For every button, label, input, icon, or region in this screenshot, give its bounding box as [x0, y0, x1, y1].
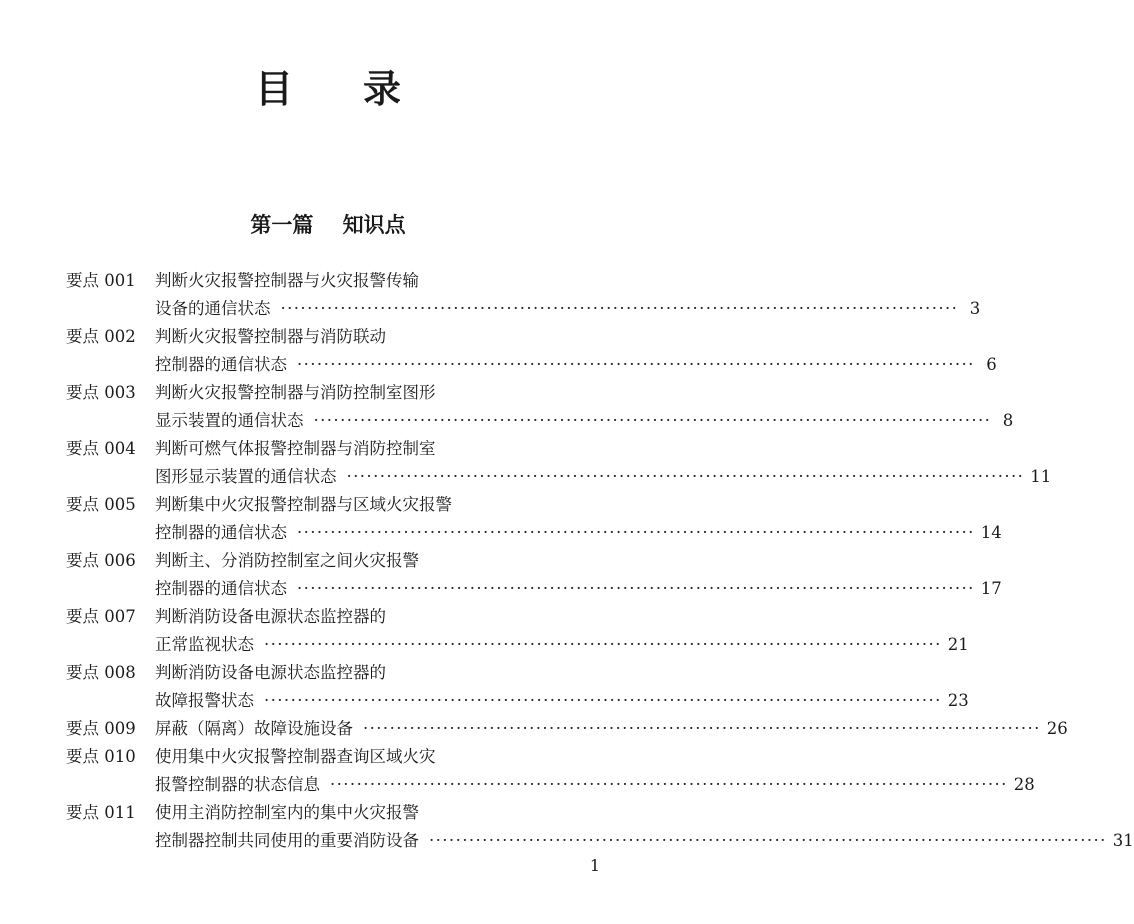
toc-entry-title-line1: 判断火灾报警控制器与火灾报警传输 [155, 271, 419, 290]
leader-dots [337, 463, 1031, 491]
toc-entry-number: 要点 007 [66, 607, 136, 626]
toc-entry-page: 31 [1112, 831, 1134, 850]
toc-entry-number: 要点 005 [66, 495, 136, 514]
toc-entry[interactable] [66, 743, 1035, 799]
toc-entry-page: 6 [986, 355, 997, 374]
toc-entry-title-line1: 使用主消防控制室内的集中火灾报警 [155, 803, 419, 822]
toc-entry-page: 28 [1013, 775, 1035, 794]
leader-dots [271, 295, 965, 323]
toc-entry-title-line2: 控制器控制共同使用的重要消防设备 [155, 831, 419, 850]
toc-entry-title-line2: 控制器的通信状态 [155, 523, 287, 542]
table-of-contents [66, 267, 1134, 855]
toc-entry-title-line2: 故障报警状态 [155, 691, 254, 710]
toc-entry[interactable] [66, 267, 981, 323]
toc-entry-number: 要点 004 [66, 439, 136, 458]
toc-entry-title-line2: 控制器的通信状态 [155, 579, 287, 598]
toc-entry-number: 要点 008 [66, 663, 136, 682]
toc-entry-page: 21 [947, 635, 969, 654]
toc-entry[interactable] [66, 323, 997, 379]
toc-entry-title-line2: 正常监视状态 [155, 635, 254, 654]
toc-entry-number: 要点 010 [66, 747, 136, 766]
leader-dots [353, 715, 1047, 743]
toc-entry-title-line2: 图形显示装置的通信状态 [155, 467, 337, 486]
toc-entry-page: 26 [1046, 719, 1068, 738]
toc-entry-title-line1: 判断火灾报警控制器与消防控制室图形 [155, 383, 436, 402]
toc-entry-number: 要点 001 [66, 271, 136, 290]
toc-entry-page: 23 [947, 691, 969, 710]
toc-entry-page: 3 [969, 299, 981, 318]
toc-entry-page: 8 [1002, 411, 1014, 430]
toc-entry[interactable] [66, 491, 1002, 547]
part-title-text: 第一篇 知识点 [250, 213, 406, 237]
toc-entry-title-line2: 设备的通信状态 [155, 299, 271, 318]
leader-dots [287, 519, 981, 547]
toc-entry-title-line1: 使用集中火灾报警控制器查询区域火灾 [155, 747, 436, 766]
toc-entry-number: 要点 003 [66, 383, 136, 402]
toc-entry[interactable] [66, 659, 969, 715]
toc-entry-number: 要点 011 [66, 803, 136, 822]
leader-dots [304, 407, 998, 435]
toc-entry[interactable] [66, 547, 1002, 603]
toc-entry-number: 要点 002 [66, 327, 136, 346]
toc-entry[interactable] [66, 603, 969, 659]
leader-dots [287, 351, 981, 379]
toc-entry-page: 14 [980, 523, 1002, 542]
toc-entry-title-line1: 判断消防设备电源状态监控器的 [155, 663, 386, 682]
leader-dots [419, 827, 1113, 855]
toc-entry-number: 要点 006 [66, 551, 136, 570]
toc-entry-title-line1: 判断火灾报警控制器与消防联动 [155, 327, 386, 346]
page-number: 1 [589, 856, 600, 875]
toc-entry-title-line1: 判断主、分消防控制室之间火灾报警 [155, 551, 419, 570]
toc-entry[interactable] [66, 435, 1052, 491]
toc-entry-title-line2: 控制器的通信状态 [155, 355, 287, 374]
leader-dots [254, 687, 948, 715]
page-title: 目录 [254, 66, 471, 111]
leader-dots [287, 575, 981, 603]
toc-entry-title-line2: 显示装置的通信状态 [155, 411, 304, 430]
toc-entry-page: 17 [980, 579, 1002, 598]
toc-entry[interactable] [66, 715, 1068, 743]
toc-entry-title-line1: 判断可燃气体报警控制器与消防控制室 [155, 439, 436, 458]
toc-entry-number: 要点 009 [66, 719, 136, 738]
leader-dots [254, 631, 948, 659]
toc-entry-title-line1: 判断集中火灾报警控制器与区域火灾报警 [155, 495, 452, 514]
toc-entry-title-line1: 屏蔽（隔离）故障设施设备 [155, 719, 353, 738]
toc-entry-page: 11 [1030, 467, 1052, 486]
toc-entry-title-line1: 判断消防设备电源状态监控器的 [155, 607, 386, 626]
toc-entry[interactable] [66, 799, 1134, 855]
leader-dots [320, 771, 1014, 799]
toc-entry-title-line2: 报警控制器的状态信息 [155, 775, 320, 794]
part-title [0, 209, 656, 239]
toc-entry[interactable] [66, 379, 1014, 435]
